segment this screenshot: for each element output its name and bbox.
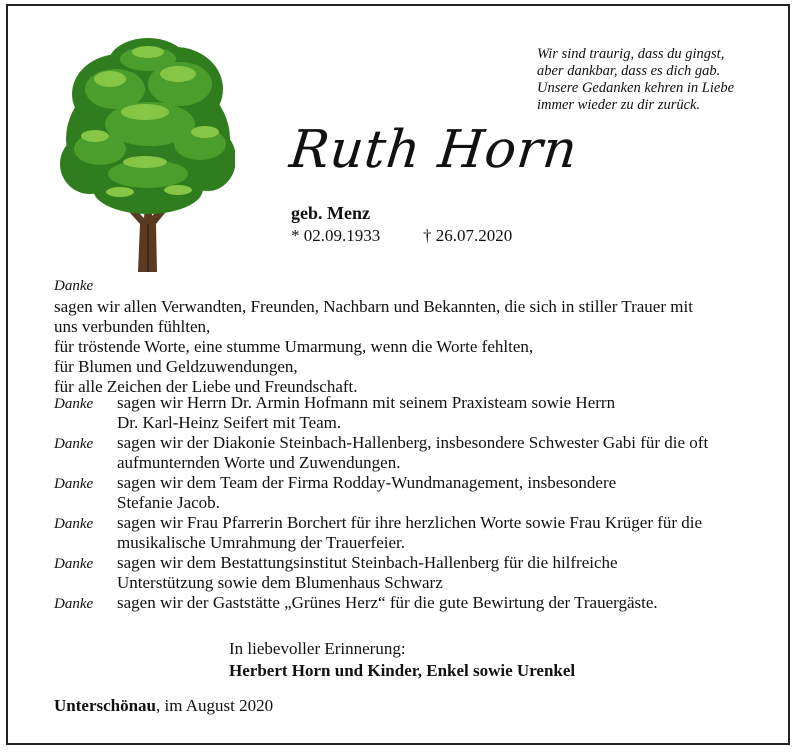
- life-dates: [291, 226, 513, 246]
- thanks-heading: Danke: [54, 278, 94, 294]
- danke-label: Danke: [54, 596, 94, 612]
- thanks-item: [54, 553, 774, 593]
- signature: Herbert Horn und Kinder, Enkel sowie Urenkel: [229, 661, 576, 680]
- danke-label: Danke: [54, 556, 94, 572]
- intro-line: für Blumen und Geldzuwendungen,: [54, 357, 298, 376]
- thanks-item: [54, 473, 774, 513]
- thanks-list: [54, 393, 774, 613]
- thanks-item: [54, 513, 774, 553]
- danke-label: Danke: [54, 476, 94, 492]
- birth-date: * 02.09.1933: [291, 226, 381, 245]
- thanks-line: sagen wir Frau Pfarrerin Borchert für ihre herzlichen Worte sowie Frau Krüger für die: [117, 513, 703, 532]
- intro-line: für alle Zeichen der Liebe und Freundschaft.: [54, 377, 358, 396]
- danke-label: Danke: [54, 436, 94, 452]
- quote-line: Unsere Gedanken kehren in Liebe: [537, 80, 735, 96]
- thanks-item: [54, 393, 774, 433]
- thanks-item: [54, 593, 774, 613]
- quote-line: aber dankbar, dass es dich gab.: [537, 63, 721, 79]
- place-date: [54, 696, 273, 716]
- quote-line: immer wieder zu dir zurück.: [537, 97, 701, 113]
- thanks-line: Unterstützung sowie dem Blumenhaus Schwarz: [117, 573, 443, 592]
- obituary-card: [6, 4, 790, 745]
- memorial-quote: [537, 46, 777, 114]
- death-date: † 26.07.2020: [423, 226, 513, 245]
- thanks-line: sagen wir dem Bestattungsinstitut Steinbach-Hallenberg für die hilfreiche: [117, 553, 618, 572]
- thanks-line: Dr. Karl-Heinz Seifert mit Team.: [117, 413, 342, 432]
- deceased-name: Ruth Horn: [286, 120, 581, 180]
- closing-line: In liebevoller Erinnerung:: [229, 639, 406, 658]
- thanks-line: sagen wir Herrn Dr. Armin Hofmann mit seinem Praxisteam sowie Herrn: [117, 393, 616, 412]
- intro-line: uns verbunden fühlten,: [54, 317, 211, 336]
- thanks-intro: [54, 297, 774, 397]
- thanks-line: sagen wir der Diakonie Steinbach-Hallenberg, insbesondere Schwester Gabi für die oft: [117, 433, 709, 452]
- thanks-line: sagen wir der Gaststätte „Grünes Herz“ für die gute Bewirtung der Trauergäste.: [117, 593, 658, 612]
- intro-line: für tröstende Worte, eine stumme Umarmung, wenn die Worte fehlten,: [54, 337, 534, 356]
- place-date-text: , im August 2020: [156, 696, 274, 715]
- place-town: Unterschönau: [54, 696, 157, 715]
- thanks-line: aufmunternden Worte und Zuwendungen.: [117, 453, 401, 472]
- tree-illustration: [60, 34, 235, 272]
- closing-block: [229, 638, 575, 682]
- danke-label: Danke: [54, 516, 94, 532]
- quote-line: Wir sind traurig, dass du gingst,: [537, 46, 725, 62]
- intro-line: sagen wir allen Verwandten, Freunden, Nachbarn und Bekannten, die sich in stiller Trauer mit: [54, 297, 693, 316]
- thanks-item: [54, 433, 774, 473]
- thanks-line: musikalische Umrahmung der Trauerfeier.: [117, 533, 405, 552]
- thanks-line: Stefanie Jacob.: [117, 493, 220, 512]
- thanks-line: sagen wir dem Team der Firma Rodday-Wundmanagement, insbesondere: [117, 473, 617, 492]
- danke-label: Danke: [54, 396, 94, 412]
- birth-name: geb. Menz: [291, 203, 370, 223]
